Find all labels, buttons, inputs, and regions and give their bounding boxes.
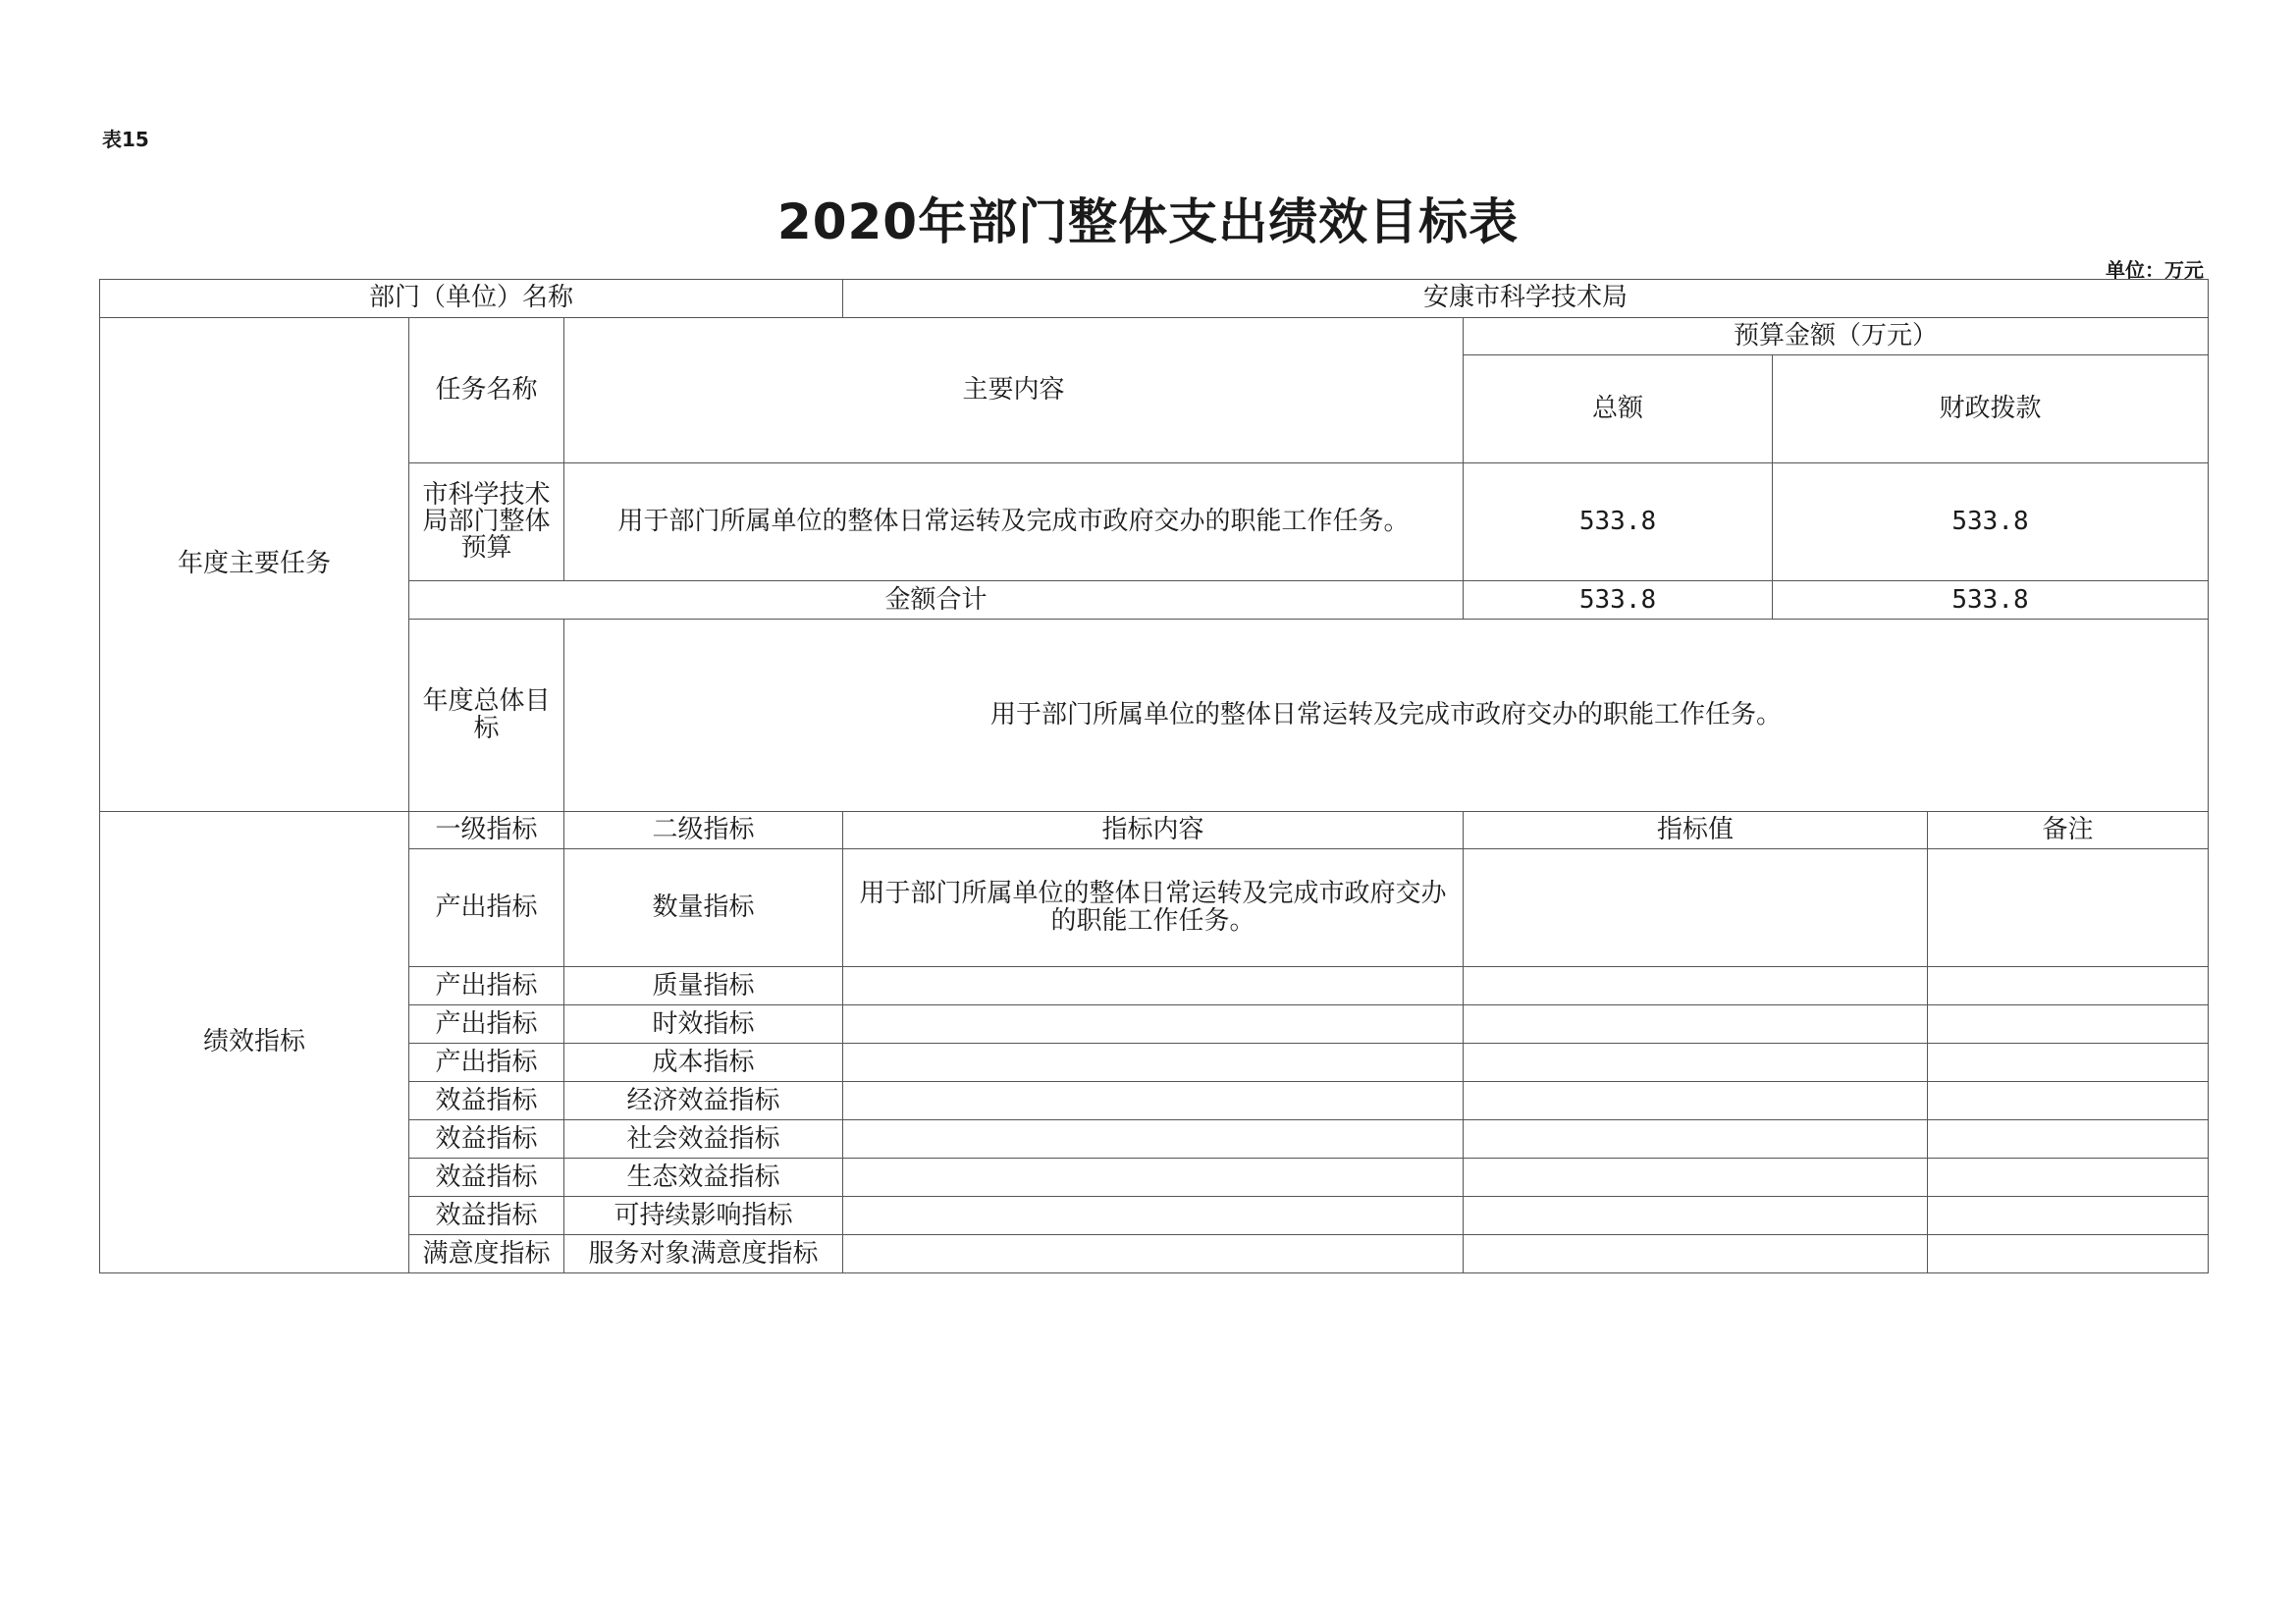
indicator-level1: 效益指标	[409, 1082, 564, 1120]
task-name: 市科学技术局部门整体预算	[409, 463, 564, 581]
goal-label: 年度总体目标	[409, 620, 564, 812]
indicator-level1: 效益指标	[409, 1159, 564, 1197]
col-main-content: 主要内容	[564, 318, 1464, 463]
indicator-level2: 质量指标	[564, 967, 843, 1005]
indicator-row	[100, 1120, 2209, 1159]
indicator-row	[100, 1159, 2209, 1197]
performance-target-table	[99, 279, 2209, 1273]
indicator-row	[100, 1005, 2209, 1044]
indicator-level2: 可持续影响指标	[564, 1197, 843, 1235]
indicator-level2: 服务对象满意度指标	[564, 1235, 843, 1273]
col-level2: 二级指标	[564, 812, 843, 849]
task-total: 533.8	[1464, 463, 1773, 581]
goal-text: 用于部门所属单位的整体日常运转及完成市政府交办的职能工作任务。	[564, 620, 2209, 812]
indicator-content	[843, 1197, 1464, 1235]
sum-total: 533.8	[1464, 581, 1773, 620]
indicator-content	[843, 1005, 1464, 1044]
indicator-header-row	[100, 812, 2209, 849]
col-task-name: 任务名称	[409, 318, 564, 463]
indicator-note	[1928, 1159, 2209, 1197]
task-row	[100, 463, 2209, 581]
indicator-note	[1928, 849, 2209, 967]
indicator-content: 用于部门所属单位的整体日常运转及完成市政府交办的职能工作任务。	[843, 849, 1464, 967]
indicator-row	[100, 1082, 2209, 1120]
task-fiscal: 533.8	[1773, 463, 2209, 581]
task-content: 用于部门所属单位的整体日常运转及完成市政府交办的职能工作任务。	[564, 463, 1464, 581]
indicator-level2: 生态效益指标	[564, 1159, 843, 1197]
indicator-value	[1464, 967, 1928, 1005]
indicator-level1: 产出指标	[409, 967, 564, 1005]
table-number: 表15	[102, 128, 149, 151]
indicator-row	[100, 1044, 2209, 1082]
sum-fiscal: 533.8	[1773, 581, 2209, 620]
indicator-value	[1464, 849, 1928, 967]
col-budget: 预算金额（万元）	[1464, 318, 2209, 355]
page-title: 2020年部门整体支出绩效目标表	[776, 193, 1520, 250]
col-fiscal: 财政拨款	[1773, 355, 2209, 463]
indicator-level1: 效益指标	[409, 1197, 564, 1235]
indicator-value	[1464, 1235, 1928, 1273]
indicator-content	[843, 1082, 1464, 1120]
dept-label: 部门（单位）名称	[100, 280, 843, 318]
indicator-note	[1928, 1235, 2209, 1273]
indicator-level2: 社会效益指标	[564, 1120, 843, 1159]
indicator-level1: 产出指标	[409, 849, 564, 967]
indicator-row	[100, 967, 2209, 1005]
task-header-row	[100, 318, 2209, 355]
indicator-value	[1464, 1082, 1928, 1120]
sum-row	[100, 581, 2209, 620]
goal-row	[100, 620, 2209, 812]
dept-value: 安康市科学技术局	[843, 280, 2209, 318]
indicator-row	[100, 1197, 2209, 1235]
indicator-level2: 成本指标	[564, 1044, 843, 1082]
tasks-section-label: 年度主要任务	[100, 318, 409, 812]
col-total: 总额	[1464, 355, 1773, 463]
indicator-note	[1928, 1120, 2209, 1159]
indicator-level2: 数量指标	[564, 849, 843, 967]
indicator-level2: 经济效益指标	[564, 1082, 843, 1120]
col-note: 备注	[1928, 812, 2209, 849]
indicator-note	[1928, 1044, 2209, 1082]
indicator-content	[843, 1044, 1464, 1082]
indicator-note	[1928, 967, 2209, 1005]
indicator-level1: 产出指标	[409, 1005, 564, 1044]
col-indicator-value: 指标值	[1464, 812, 1928, 849]
indicators-section-label: 绩效指标	[100, 812, 409, 1273]
indicator-level1: 效益指标	[409, 1120, 564, 1159]
unit-label: 单位：万元	[2106, 258, 2204, 282]
indicator-level1: 产出指标	[409, 1044, 564, 1082]
indicator-content	[843, 1159, 1464, 1197]
indicator-content	[843, 1120, 1464, 1159]
indicator-note	[1928, 1082, 2209, 1120]
sum-label: 金额合计	[409, 581, 1464, 620]
indicator-note	[1928, 1005, 2209, 1044]
indicator-level1: 满意度指标	[409, 1235, 564, 1273]
indicator-value	[1464, 1159, 1928, 1197]
dept-row	[100, 280, 2209, 318]
indicator-content	[843, 967, 1464, 1005]
indicator-value	[1464, 1120, 1928, 1159]
indicator-row	[100, 849, 2209, 967]
col-level1: 一级指标	[409, 812, 564, 849]
indicator-level2: 时效指标	[564, 1005, 843, 1044]
indicator-value	[1464, 1044, 1928, 1082]
col-indicator-content: 指标内容	[843, 812, 1464, 849]
indicator-value	[1464, 1005, 1928, 1044]
indicator-content	[843, 1235, 1464, 1273]
indicator-note	[1928, 1197, 2209, 1235]
indicator-value	[1464, 1197, 1928, 1235]
indicator-row	[100, 1235, 2209, 1273]
